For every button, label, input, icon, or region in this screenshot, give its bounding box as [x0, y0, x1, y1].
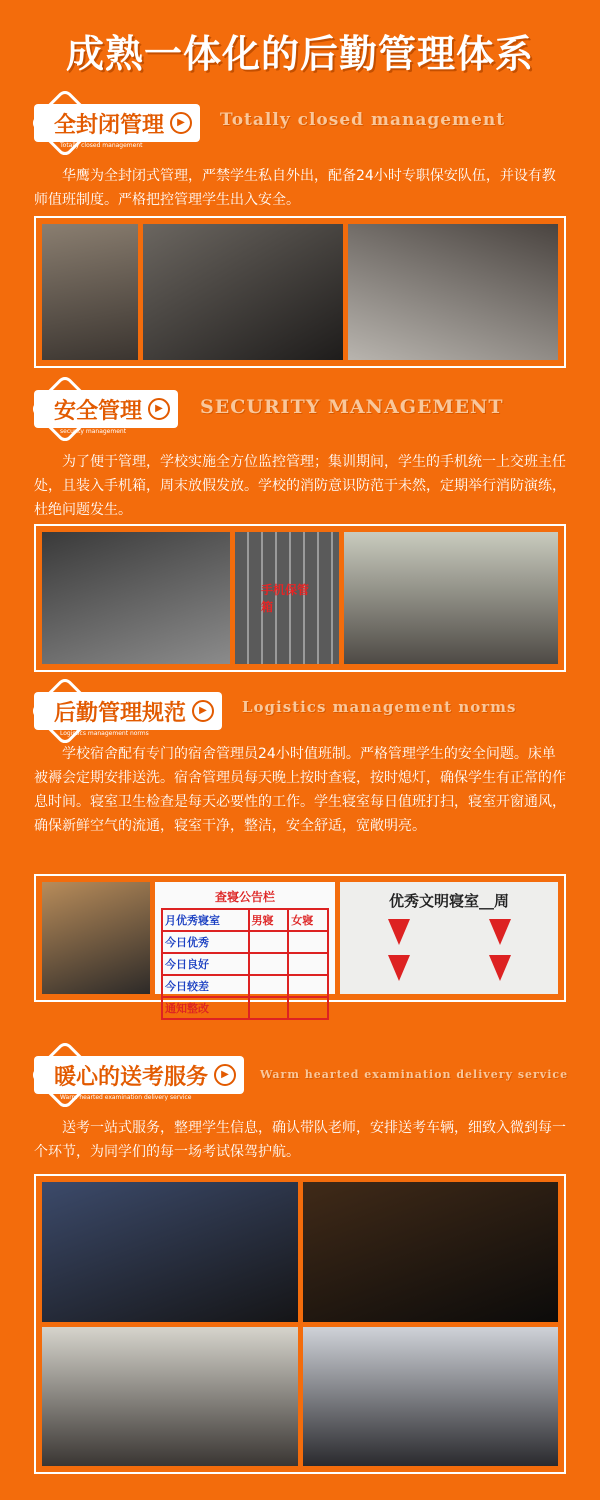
photo-dorm-manager — [42, 882, 150, 994]
section-title-pill — [34, 1056, 244, 1094]
section-english-title: SECURITY MANAGEMENT — [200, 396, 504, 418]
play-circle-icon: ▶ — [148, 398, 170, 420]
section-header-closed-management — [34, 96, 574, 156]
section-subtitle: Warm hearted examination delivery service — [60, 1094, 192, 1101]
photo-records — [348, 224, 558, 360]
board-row-label: 今日较差 — [162, 975, 249, 997]
pennant-group — [348, 919, 550, 981]
pennant-icon — [388, 955, 410, 981]
photo-strip — [34, 874, 566, 1015]
wall-title: 优秀文明寝室__周 — [388, 892, 509, 910]
play-circle-icon: ▶ — [214, 1064, 236, 1086]
board-header-cell: 月优秀寝室 — [162, 909, 249, 931]
photo-temperature-check — [143, 224, 343, 360]
photo-phone-box — [235, 532, 339, 664]
section-header-exam-delivery — [34, 1048, 574, 1108]
section-text: 为了便于管理，学校实施全方位监控管理；集训期间，学生的手机统一上交班主任处，且装入手机箱，周末放假发放。学校的消防意识防范于未然，定期举行消防演练，杜绝问题发生。 — [34, 454, 566, 518]
board-header-cell: 男寝 — [249, 909, 289, 931]
photo-bus-interior — [42, 1327, 298, 1467]
play-circle-icon: ▶ — [192, 700, 214, 722]
section-title: 后勤管理规范 — [54, 700, 187, 726]
section-title-pill — [34, 104, 200, 142]
dorm-inspection-board — [155, 882, 335, 1015]
section-english-title: Logistics management norms — [242, 698, 517, 716]
section-title: 暖心的送考服务 — [54, 1064, 209, 1090]
photo-grid — [34, 1174, 566, 1474]
section-subtitle: Logistics management norms — [60, 730, 149, 737]
section-text: 学校宿舍配有专门的宿舍管理员24小时值班制。严格管理学生的安全问题。床单被褥会定期安排送洗。宿舍管理员每天晚上按时查寝，按时熄灯，确保学生有正常的作息时间。寝室卫生检查是每天必要性的工作。学生寝室每日值班打扫，寝室开窗通风，确保新鲜空气的流通，寝室干净，整洁，安全舒适，宽敞明亮。 — [34, 746, 566, 834]
photo-strip — [34, 524, 566, 672]
photo-cctv-monitor — [42, 532, 230, 664]
board-title: 查寝公告栏 — [214, 890, 275, 904]
section-text: 送考一站式服务，整理学生信息，确认带队老师，安排送考车辆，细致入微到每一个环节，为同学们的每一场考试保驾护航。 — [34, 1120, 566, 1160]
section-title-pill — [34, 692, 222, 730]
pennant-icon — [388, 919, 410, 945]
section-header-logistics — [34, 684, 574, 744]
photo-guard-signing — [42, 224, 138, 360]
section-header-security — [34, 382, 574, 442]
board-header-cell: 女寝 — [288, 909, 328, 931]
section-title: 安全管理 — [54, 398, 143, 424]
page-title: 成熟一体化的后勤管理体系 — [65, 32, 534, 76]
photo-students-on-bus — [303, 1327, 559, 1467]
photo-strip — [34, 216, 566, 368]
play-circle-icon: ▶ — [170, 112, 192, 134]
photo-buses-night — [303, 1182, 559, 1322]
section-english-title: Warm hearted examination delivery service — [260, 1068, 569, 1081]
board-row-label: 今日良好 — [162, 953, 249, 975]
section-subtitle: Totally closed management — [60, 142, 143, 149]
board-row-label: 通知整改 — [162, 997, 249, 1019]
photo-fire-drill — [344, 532, 558, 664]
section-english-title: Totally closed management — [220, 110, 506, 130]
phone-box-label: 手机保管箱 — [261, 583, 310, 614]
board-table — [161, 908, 329, 1020]
section-subtitle: security management — [60, 428, 127, 435]
board-row-label: 今日优秀 — [162, 931, 249, 953]
excellent-dorm-wall — [340, 882, 558, 994]
section-text: 华鹰为全封闭式管理，严禁学生私自外出，配备24小时专职保安队伍，并设有教师值班制度。严格把控管理学生出入安全。 — [34, 168, 556, 208]
section-title-pill — [34, 390, 178, 428]
pennant-icon — [489, 919, 511, 945]
photo-send-off — [42, 1182, 298, 1322]
section-title: 全封闭管理 — [54, 112, 165, 138]
pennant-icon — [489, 955, 511, 981]
